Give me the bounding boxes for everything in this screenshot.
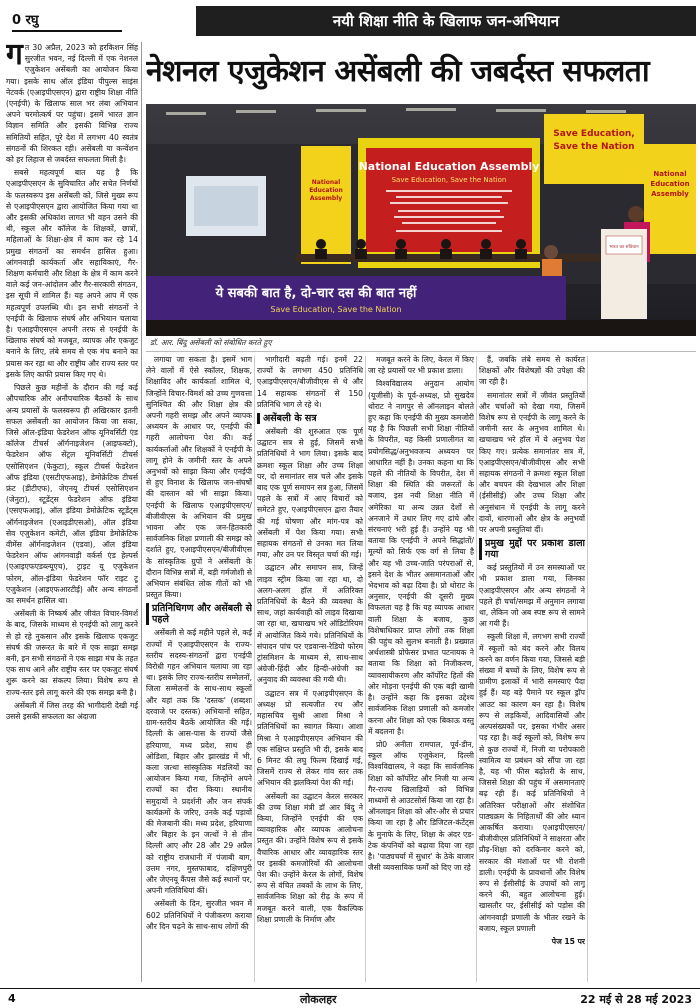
article-column-1	[146, 354, 252, 984]
side-board-label: National	[311, 179, 341, 186]
left-paragraph: असेंबली के निष्कर्ष और जीवंत विचार-विमर्श के बाद, जिसके माध्यम से एनईपी को लागू करने से हो रहे नुकसान और इसके खिलाफ एकजुट संघर्ष की जरूरत के बारे में एक साझा समझ बनी, इन सभी संगठनों ने एक साझा मंच के तहत एक साथ आने और राष्ट्रीय स्तर पर एकजुट संघर्ष शुरू करने का संकल्प लिया। विशेष रूप से राज्य-स्तर इसे लागू करने की एक समझ बनी है।	[6, 609, 138, 697]
side-board-slogan: Save Education,	[553, 129, 635, 139]
svg-text:Assembly: Assembly	[651, 190, 689, 198]
article-paragraph: असेंबली से कई महीने पहले से, कई राज्यों में एआइपीएसएन के राज्य-स्तरीय सदस्य-संगठनों द्वारा एनईपी विरोधी गहन अभियान चलाया जा रहा था। इसके लिए राज्य-स्तरीय सम्मेलनों, जिला सम्मेलनों के साथ-साथ स्कूलों और यहां तक कि 'दस्तक' (शब्दशः दरवाजे पर दस्तक) अभियानों सहित, ग्राम-स्तरीय बैठकें आयोजित की गई। दिल्ली के आस-पास के राज्यों जैसे हरियाणा, मध्य प्रदेश, साथ ही ओडिशा, बिहार और झारखंड में भी, कला जत्था सांस्कृतिक मंडलियों का आयोजन किया गया, जिन्होंने अपने राज्यों का दौरा किया। स्थानीय समुदायों ने प्रदर्शनी और जन संपर्क कार्यक्रमों के जरिए, उनके कई पड़ावों की मेजबानी की। मध्य प्रदेश, हरियाणा और बिहार के इन जत्थों ने से तीन दिल्ली आए और 28 और 29 अप्रैल को राष्ट्रीय राजधानी में पंजाबी बाग, उत्तम नगर, मुस्तफाबाद, दक्षिणपुरी और जेएनयू कैंपस जैसे कई स्थानों पर, अपनी गतिविधियां कीं।	[146, 628, 252, 896]
article-paragraph: भागीदारी बढ़ती गई। इनमें 22 राज्यों के लगभग 450 प्रतिनिधि एआइपीएसएन/बीजीवीएस से थे और 14 सहायक संगठनों से 150 प्रतिनिधि भाग ले रहे थे।	[257, 355, 363, 409]
article-column-3	[368, 354, 474, 984]
continued-note: पेज 15 पर	[551, 936, 585, 946]
article-paragraph: प्रो0 अनीता रामपाल, पूर्व-डीन, स्कूल ऑफ एजुकेशन, दिल्ली विश्वविद्यालय, ने कहा कि सार्वजनिक शिक्षा को कॉर्पोरेट और निजी या अन्य गैर-राज्य खिलाड़ियों को विभिन्न माध्यमों से आउटसोर्स किया जा रहा है। ऑनलाइन शिक्षा को और-और से प्रचार किया जा रहा है और डिजिटल-कंटेंट्स के मुनाफे के लिए, शिक्षा के अंदर एड-टेक कंपनियों को बढ़ावा दिया जा रहा है। 'पाठ्यचर्या में सुधार' के ठेके बाजार जैसी व्यवसायिक फर्मों को दिए जा रहे	[368, 739, 474, 873]
left-column-article	[6, 42, 138, 982]
page-number: 4	[8, 992, 16, 1005]
publication-name: लोकलहर	[300, 993, 337, 1006]
article-paragraph: असेंबली की शुरुआत एक पूर्ण उद्घाटन सत्र से हुई, जिसमें सभी प्रतिनिधियों ने भाग लिया। इसके बाद क्रमशः स्कूल शिक्षा और उच्च शिक्षा पर, दो समानांतर सत्र चले और इसके बाद एक पूर्ण समापन सत्र हुआ, जिसमें पहले के सत्रों में आए विचारों को समेटते हुए, एआइपीएसएन द्वारा तैयार की गई घोषणा और मांग-पत्र को असेंबली में पेश किया गया। सभी सहायक संगठनों से उनका मत लिया गया, और उन पर विस्तृत चर्चा की गई।	[257, 427, 363, 560]
column-divider	[587, 356, 588, 982]
column-divider	[365, 356, 366, 982]
article-paragraph: लगाया जा सकता है। इसमें भाग लेने वालों में ऐसे स्कॉलर, शिक्षक, शिक्षाविद और कार्यकर्ता शामिल थे, जिन्होंने विचार-विमर्श को उच्च गुणवत्ता सुनिश्चित की और शिक्षा क्षेत्र की अपनी गहरी समझ और अपने व्यापक अध्ययन के आधार पर, एनईपी की गहरी आलोचना पेश की। कई कार्यकर्ताओं और शिक्षकों ने एनईपी के लागू होने के जमीनी स्तर के अपने अनुभवों को साझा किया और एनईपी से हुए विनाश के खिलाफ जन-संघर्षों की दास्तान को भी साझा किया। एनईपी के खिलाफ एआइपीएसएन/बीजीवीएस के अभियान की प्रमुख भावना और एक जन-हितकारी सार्वजनिक शिक्षा प्रणाली की समझ को दर्शाते हुए, एआइपीएसएन/बीजीवीएस के सांस्कृतिक ग्रुपों ने असेंबली के दौरान विभिन्न सत्रों में, बड़ी गर्मजोशी से अभियान संबंधित लोक गीतों को भी प्रस्तुत किया।	[146, 355, 252, 600]
left-paragraph: पिछले कुछ महीनों के दौरान की गई कई औपचारिक और अनौपचारिक बैठकों के साथ अन्य प्रयासों के फलस्वरूप ही अखिरकार इतनी सफल असेंबली का आयोजन किया जा सका, जिसे ऑल-इंडिया फेडरेशन ऑफ यूनिवर्सिटी एंड कॉलेज टीचर्स ऑर्गनाइजेशन (आइफक्टो), फेडरेशन ऑफ सेंट्रल यूनिवर्सिटी टीचर्स एसोसिएशन (फेकुटा), स्कूल टीचर्स फेडरेशन ऑफ इंडिया (एसटीएफआइ), डेमोक्रेटिक टीचर्स फ्रंट (डीटीएफ), जेएनयू टीचर्स एसोसिएशन (जेनुटा), स्टूडेंट्स फेडरेशन ऑफ इंडिया (एसएफआइ), ऑल इंडिया डेमोक्रेटिक स्टूडेंट्स ऑर्गनाइजेशन (एआइडीएसओ), ऑल इंडिया सेव एजुकेशन कमेटी, ऑल इंडिया डेमोक्रेटिक वीमेंस ऑर्गनाइजेशन (एडवा), ऑल इंडिया फेडरेशन ऑफ आंगनवाड़ी वर्कर्स एंड हेल्पर्स (एआइएफएडब्ल्यूएच), ट्राइट यू एजुकेशन फोरम, ऑल-इंडिया फेडरेशन फॉर राइट टू एजुकेशन (आइएफआरटीई) और अन्य संगठनों का समर्थन हासिल था।	[6, 383, 138, 605]
subheading: प्रतिनिधिगण और असेंबली से पहले	[146, 603, 252, 625]
issue-date: 22 मई से 28 मई 2023	[580, 993, 692, 1006]
subheading: प्रमुख मुद्दों पर प्रकाश डाला गया	[479, 538, 585, 560]
article-paragraph: कई प्रस्तुतियों में उन समस्याओं पर भी प्रकाश डाला गया, जिनका एआइपीएसएन और अन्य संगठनों ने पहले ही चर्चा/समझ में अनुमान लगाया था, लेकिन जो अब स्पष्ट रूप से सामने आ गयी हैं।	[479, 563, 585, 629]
svg-text:Education: Education	[309, 187, 343, 194]
photo-caption: डॉ. आर. बिंदु असेंबली को संबोधित करते हुए	[146, 338, 696, 352]
stage-banner-subtitle: Save Education, Save the Nation	[270, 305, 402, 314]
column-divider	[476, 356, 477, 982]
event-photo	[146, 104, 696, 336]
page-section-label: 0 रघु	[12, 10, 122, 32]
drop-cap: ग	[6, 42, 23, 72]
article-paragraph: विश्वविद्यालय अनुदान आयोग (यूजीसी) के पूर्व-अध्यक्ष, प्रो सुखदेव थोराट ने नागपुर से ऑनलाइन बोलते हुए कहा कि एनईपी की मुख्य कमजोरी यह है कि पिछली सभी शिक्षा नीतियों के विपरीत, यह किसी प्रणालीगत या प्रयोगसिद्ध/अनुभवजन्य अध्ययन पर आधारित नहीं है। उनका कहना था कि पहले की नीतियों के विपरीत, देश में शिक्षा की स्थिति की जरूरतों के बजाय, इस नयी शिक्षा नीति में अमेरिका या अन्य उन्नत देशों से अनजाने में उधार लिए गए ढांचे और संरचनाएं भरी हुई हैं। उन्होंने यह भी बताया कि एनईपी ने अपने सिद्धांतों/मूल्यों को सिर्फ एक वर्ग से लिया है और यह भी उच्च-जाति परंपराओं से, इसने देश के भीतर असमानताओं और भेदभाव को बढ़ा दिया है। प्रो थोराट के अनुसार, एनईपी की दूसरी मुख्य विफलता यह है कि यह व्यापक आधार वाली शिक्षा के बजाय, कुछ विशेषाधिकार प्राप्त लोगों तक शिक्षा की पहुंच को सुलभ बनाती है। प्रख्यात अर्थशास्त्री प्रोफेसर प्रभात पटनायक ने बताया कि शिक्षा को निजीकरण, व्यावसायीकरण और कॉर्पोरेट हितों की ओर मोड़ना एनईपी की एक बड़ी खामी है। उन्होंने कहा कि इसका उद्देश्य सार्वजनिक शिक्षा प्रणाली को कमजोर करना और शिक्षा को एक बिकाऊ वस्तु में बदलना है।	[368, 379, 474, 736]
svg-text:Save the Nation: Save the Nation	[553, 142, 635, 152]
assembly-board-subtitle: Save Education, Save the Nation	[391, 176, 507, 184]
svg-text:Education: Education	[650, 180, 690, 188]
page-footer	[0, 988, 700, 1008]
stage-banner-text: ये सबकी बात है, दो-चार दस की बात नहीं	[215, 286, 417, 301]
assembly-board-title: National Education Assembly	[358, 160, 540, 173]
article-paragraph: उद्घाटन सत्र में एआइपीएसएन के अध्यक्ष प्रो सत्यजीत रथ और महासचिव सुश्री आशा मिश्रा ने प्रतिनिधियों का स्वागत किया। आशा मिश्रा ने एआइपीएसएन अभियान की एक संक्षिप्त प्रस्तुति भी दी, इसके बाद 6 मिनट की लघु फिल्म दिखाई गई, जिसमें राज्य से लेकर गांव स्तर तक अभियान की झलकियां पेश की गई।	[257, 688, 363, 788]
article-paragraph: समानांतर सत्रों में जीवंत प्रस्तुतियों और चर्चाओं को देखा गया, जिसमें विशेष रूप से एनईपी के लागू करने के जमीनी स्तर के अनुभव शामिल थे। खचाखच भरे हॉल में ये अनुभव पेश किए गए। प्रत्येक समानांतर सत्र में, एआइपीएसएन/बीजीवीएस और सभी सहायक संगठनों ने क्रमशः स्कूल शिक्षा और बचपन की देखभाल और शिक्षा (ईसीसीई) और उच्च शिक्षा और अनुसंधान में एनईपी के लागू करने दावों, धारणाओं और क्षेत्र के अनुभवों पर अपनी प्रस्तुतियां दीं।	[479, 390, 585, 535]
article-paragraph: असेंबली का उद्घाटन केरल सरकार की उच्च शिक्षा मंत्री डॉ आर बिंदु ने किया, जिन्होंने एनईपी की एक व्यावहारिक और व्यापक आलोचना प्रस्तुत की। उन्होंने विशेष रूप से इसके वैचारिक आधार और व्यावहारिक स्तर पर इसकी कमजोरियों की आलोचना पेश की। उन्होंने केरल के लोगों, विशेष रूप से वंचित तबकों के लाभ के लिए, सार्वजनिक शिक्षा को रीढ़ के रूप में मजबूत करने वाली, एक वैकल्पिक शिक्षा प्रणाली के निर्माण और	[257, 791, 363, 924]
article-paragraph: असेंबली के दिन, सुरजीत भवन में 602 प्रतिनिधियों ने पंजीकरण कराया और दिन चढ़ने के साथ-साथ लोगों की	[146, 899, 252, 931]
article-paragraph: स्कूली शिक्षा में, लगभग सभी राज्यों में स्कूलों को बंद करने और विलय करने का वर्णन किया गया, जिससे बड़ी संख्या में बच्चों के लिए, विशेष रूप से ग्रामीण इलाकों में भारी समस्याएं पैदा हुई हैं। यह बड़े पैमाने पर स्कूल ड्रॉप आउट का कारण बन रहा है। विशेष रूप से लड़कियों, आदिवासियों और अल्पसंख्यकों पर, इसका गंभीर असर पड़ रहा है। कई स्कूलों को, विशेष रूप से कुछ राज्यों में, निजी या परोपकारी स्वामित्व या प्रबंधन को सौंपा जा रहा है, यह भी फीस बढ़ोतरी के साथ, जिससे शिक्षा की पहुंच में असमानताएं बढ़ रही हैं। कई प्रतिनिधियों ने अतिरिक्त परीक्षाओं और संशोधित पाठ्यक्रम के निहितार्थों की ओर ध्यान आकर्षित कराया। एआइपीएसएन/बीजीवीएस प्रतिनिधियों ने साक्षरता और प्रौढ़-शिक्षा को दरकिनार करने को, सरकार की मंशाओं पर भी रोशनी डाली। एनईपी के प्रावधानों और विशेष रूप से ईसीसीई के उपायों को लागू करने की, बहुत आलोचना हुई। खासतौर पर, ईसीसीई को पड़ोस की आंगनवाड़ी प्रणाली के भीतर रखने के बजाय, स्कूल प्रणाली	[479, 632, 585, 933]
svg-text:National: National	[653, 170, 687, 178]
left-paragraph: गत 30 अप्रैल, 2023 को हरकिशन सिंह सुरजीत भवन, नई दिल्ली में एक नेशनल एजुकेशन असेंबली का आयोजन किया गया। इसके साथ ऑल इंडिया पीपुल्स साइंस नेटवर्क (एआइपीएसएन) द्वारा राष्ट्रीय शिक्षा नीति (एनईपी) के खिलाफ साल भर लंबा अभियान अपने चरमोत्कर्ष पर पहुंचा। इसमें भारत ज्ञान विज्ञान समिति और इसकी विभिन्न राज्य समितियों सहित, पूरे देश में लगभग 40 स्वतंत्र संगठनों की शिरकत रही। असेंबली या कन्वेंशन को हर लिहाज से जबर्दस्त सफलता मिली है।	[6, 42, 138, 165]
subheading: असेंबली के सत्र	[257, 413, 363, 424]
lectern-label: भारत का संविधान	[609, 245, 639, 250]
article-column-4	[479, 354, 585, 984]
section-banner: नयी शिक्षा नीति के खिलाफ जन-अभियान	[196, 6, 696, 36]
headline: नेशनल एजुकेशन असेंबली की जबर्दस्त सफलता	[146, 54, 650, 89]
article-paragraph: मजबूत करने के लिए, केरल में किए जा रहे प्रयासों पर भी प्रकाश डाला।	[368, 355, 474, 376]
left-paragraph: सबसे महत्वपूर्ण बात यह है कि एआइपीएसएन के सुविचारित और सचेत निर्णयों के फलस्वरूप इस असेंबली को, जिसे मुख्य रूप से एआइपीएसएन द्वारा आयोजित किया गया था और इसकी अधिकांश लागत भी वहन उसने की थी, स्कूल और कॉलेज के शिक्षकों, छात्रों, महिलाओं के शिक्षा-क्षेत्र में काम कर रहे 14 प्रमुख संगठनों का समर्थन हासिल हुआ। आंगनवाड़ी कार्यकर्ता और सहायिकाएं, गैर-शिक्षण कर्मचारी और शिक्षा के क्षेत्र में काम करने वाले कई जन-आंदोलन और गैर-सरकारी संगठन, इस सूची में शामिल हैं। यह अपने आप में एक महत्वपूर्ण उपलब्धि थी। इन सभी संगठनों ने एनईपी के खिलाफ संघर्ष और अभियान चलाया है। एआइपीएसएन अपनी तरफ से एनईपी के खिलाफ संघर्ष को मजबूत, व्यापक और एकजुट बनाने के लिए, लंबे समय से एक मंच बनाने का प्रयास कर रहा था और राष्ट्रीय और राज्य स्तर पर इसके लिए काफी प्रयास किए गए थे।	[6, 168, 138, 379]
column-divider	[141, 42, 142, 982]
left-paragraph: असेंबली में जिस तरह की भागीदारी देखी गई उससे इसकी सफलता का अंदाजा	[6, 700, 138, 721]
article-paragraph: हैं, जबकि लंबे समय से कार्यरत शिक्षकों और विशेषज्ञों की उपेक्षा की जा रही है।	[479, 355, 585, 387]
article-paragraph: उद्घाटन और समापन सत्र, जिन्हें लाइव स्ट्रीम किया जा रहा था, दो अलग-अलग हॉल में अतिरिक्त प्रतिनिधियों के बैठने की व्यवस्था के साथ, जहां कार्यवाही को लाइव दिखाया जा रहा था, खचाखच भरे ऑडिटोरियम में आयोजित किये गये। प्रतिनिधियों के संपादन पांच पर एडवान्स-रेडियो फोरम ट्रांसमिशन के माध्यम से, साथ-साथ अंग्रेजी-हिंदी और हिन्दी-अंग्रेजी का अनुवाद की व्यवस्था की गयी थी।	[257, 563, 363, 685]
svg-text:Assembly: Assembly	[309, 195, 343, 202]
article-column-2	[257, 354, 363, 984]
column-divider	[254, 356, 255, 982]
